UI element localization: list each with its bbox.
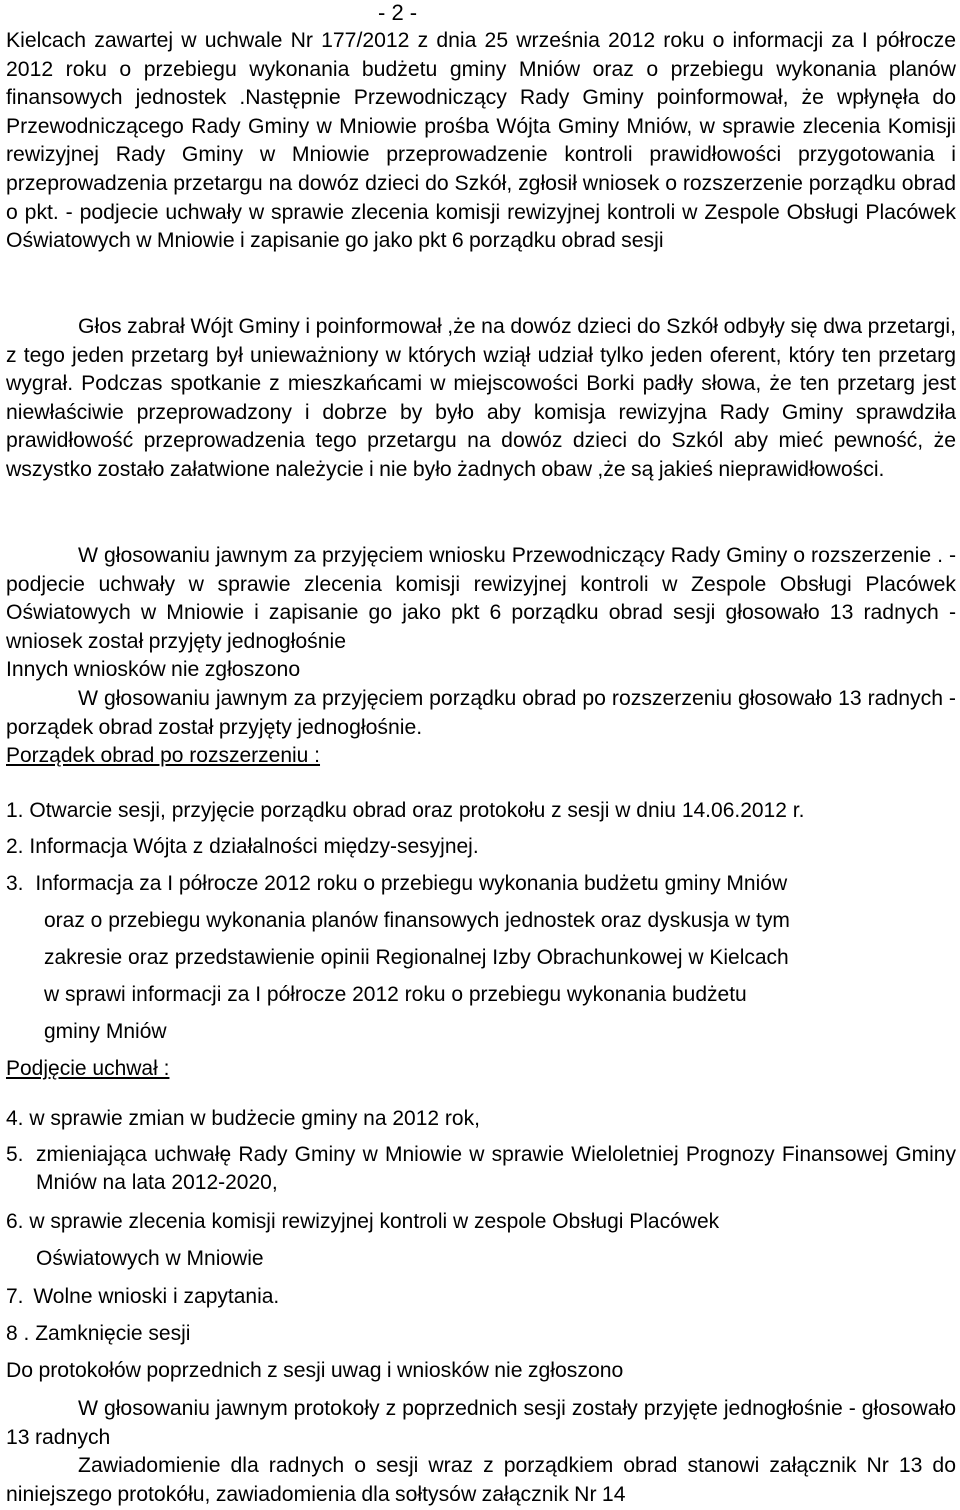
paragraph-minutes-vote: W głosowaniu jawnym protokoły z poprzednich sesji zostały przyjęte jednogłośnie - głosowało 13 radnych [6, 1397, 956, 1449]
agenda-heading: Porządek obrad po rozszerzeniu : [6, 744, 321, 767]
paragraph-mayor-statement: Głos zabrał Wójt Gminy i poinformował ,że na dowóz dzieci do Szkół odbyły się dwa przetargi, z tego jeden przetarg był unieważniony w których wziął udział tylko jeden oferent, który ten przetarg wygrał. Podczas spotkanie z mieszkańcami w miejscowości Borki padły słowa, że ten przetarg jest niewłaściwie przeprowadzony i dobrze by było aby komisja rewizyjna Rady Gminy sprawdziła prawidłowość przeprowadzenia tego przetargu na dowóz dzieci do Szkól aby mieć pewność, że wszystko zostało załatwione należycie i nie było żadnych obaw ,że są jakieś nieprawidłowości. [6, 315, 956, 481]
resolution-item [6, 1105, 480, 1133]
resolution-item-text: Zamknięcie sesji [35, 1322, 191, 1345]
agenda-item [6, 797, 804, 825]
agenda-item [6, 833, 479, 861]
resolution-item [6, 1283, 279, 1311]
agenda-item [6, 870, 787, 898]
paragraph-previous-minutes: Do protokołów poprzednich z sesji uwag i wniosków nie zgłoszono [6, 1359, 624, 1382]
paragraph-no-other-motions: Innych wniosków nie zgłoszono [6, 658, 301, 681]
resolution-item [6, 1320, 190, 1348]
resolution-item-continuation: Oświatowych w Mniowie [36, 1247, 264, 1270]
resolution-item-number: 6. [6, 1210, 24, 1233]
agenda-item-continuation: zakresie oraz przedstawienie opinii Regionalnej Izby Obrachunkowej w Kielcach [44, 946, 789, 969]
resolution-item [6, 1141, 24, 1169]
agenda-item-text: Informacja Wójta z działalności między-sesyjnej. [29, 835, 479, 858]
resolution-item-text: w sprawie zlecenia komisji rewizyjnej kontroli w zespole Obsługi Placówek [29, 1210, 720, 1233]
paragraph-vote-extension: W głosowaniu jawnym za przyjęciem wniosku Przewodniczący Rady Gminy o rozszerzenie . - podjecie uchwały w sprawie zlecenia komisji rewizyjnej kontroli w Zespole Obsługi Placówek Oświatowych w Mniowie i zapisanie go jako pkt 6 porządku obrad sesji głosowało 13 radnych - wniosek został przyjęty jednogłośnie [6, 544, 956, 653]
resolution-item-text: Wolne wnioski i zapytania. [33, 1285, 280, 1308]
resolution-item [6, 1208, 719, 1236]
resolution-item-number: 7. [6, 1285, 24, 1308]
agenda-item-number: 1. [6, 799, 24, 822]
agenda-item-number: 2. [6, 835, 24, 858]
agenda-item-text: Informacja za I półrocze 2012 roku o przebiegu wykonania budżetu gminy Mniów [35, 872, 788, 895]
page-number: - 2 - [378, 0, 418, 25]
resolution-item-number: 4. [6, 1107, 24, 1130]
paragraph-motion-request: Kielcach zawartej w uchwale Nr 177/2012 z dnia 25 września 2012 roku o informacji za I półrocze 2012 roku o przebiegu wykonania budżetu gminy Mniów oraz o przebiegu wykonania planów finansowych jednostek .Następnie Przewodniczący Rady Gminy poinformował, że wpłynęła do Przewodniczącego Rady Gminy w Mniowie prośba Wójta Gminy Mniów, w sprawie zlecenia Komisji rewizyjnej Rady Gminy w Mniowie przeprowadzenie kontroli prawidłowości przygotowania i przeprowadzenia przetargu na dowóz dzieci do Szkół, zgłosił wniosek o rozszerzenie porządku obrad o pkt. - podjecie uchwały w sprawie zlecenia komisji rewizyjnej kontroli w Zespole Obsługi Placówek Oświatowych w Mniowie i zapisanie go jako pkt 6 porządku obrad sesji [6, 29, 956, 253]
agenda-item-text: Otwarcie sesji, przyjęcie porządku obrad oraz protokołu z sesji w dniu 14.06.2012 r. [29, 799, 805, 822]
resolution-item-number: 5. [6, 1143, 24, 1166]
resolution-item-text: w sprawie zmian w budżecie gminy na 2012 rok, [29, 1107, 480, 1130]
resolution-item-text: zmieniająca uchwałę Rady Gminy w Mniowie w sprawie Wieloletniej Prognozy Finansowej Gminy Mniów na lata 2012-2020, [36, 1143, 956, 1194]
agenda-item-continuation: gminy Mniów [44, 1020, 167, 1043]
paragraph-notification: Zawiadomienie dla radnych o sesji wraz z porządkiem obrad stanowi załącznik Nr 13 do niniejszego protokółu, zawiadomienia dla sołtysów załącznik Nr 14 [6, 1454, 956, 1506]
paragraph-vote-agenda: W głosowaniu jawnym za przyjęciem porządku obrad po rozszerzeniu głosowało 13 radnych - porządek obrad został przyjęty jednogłośnie. [6, 687, 956, 739]
resolutions-heading: Podjęcie uchwał : [6, 1057, 170, 1080]
agenda-item-continuation: oraz o przebiegu wykonania planów finansowych jednostek oraz dyskusja w tym [44, 909, 790, 932]
resolution-item-number: 8 . [6, 1322, 30, 1345]
agenda-item-number: 3. [6, 872, 24, 895]
agenda-item-continuation: w sprawi informacji za I półrocze 2012 roku o przebiegu wykonania budżetu [44, 983, 747, 1006]
